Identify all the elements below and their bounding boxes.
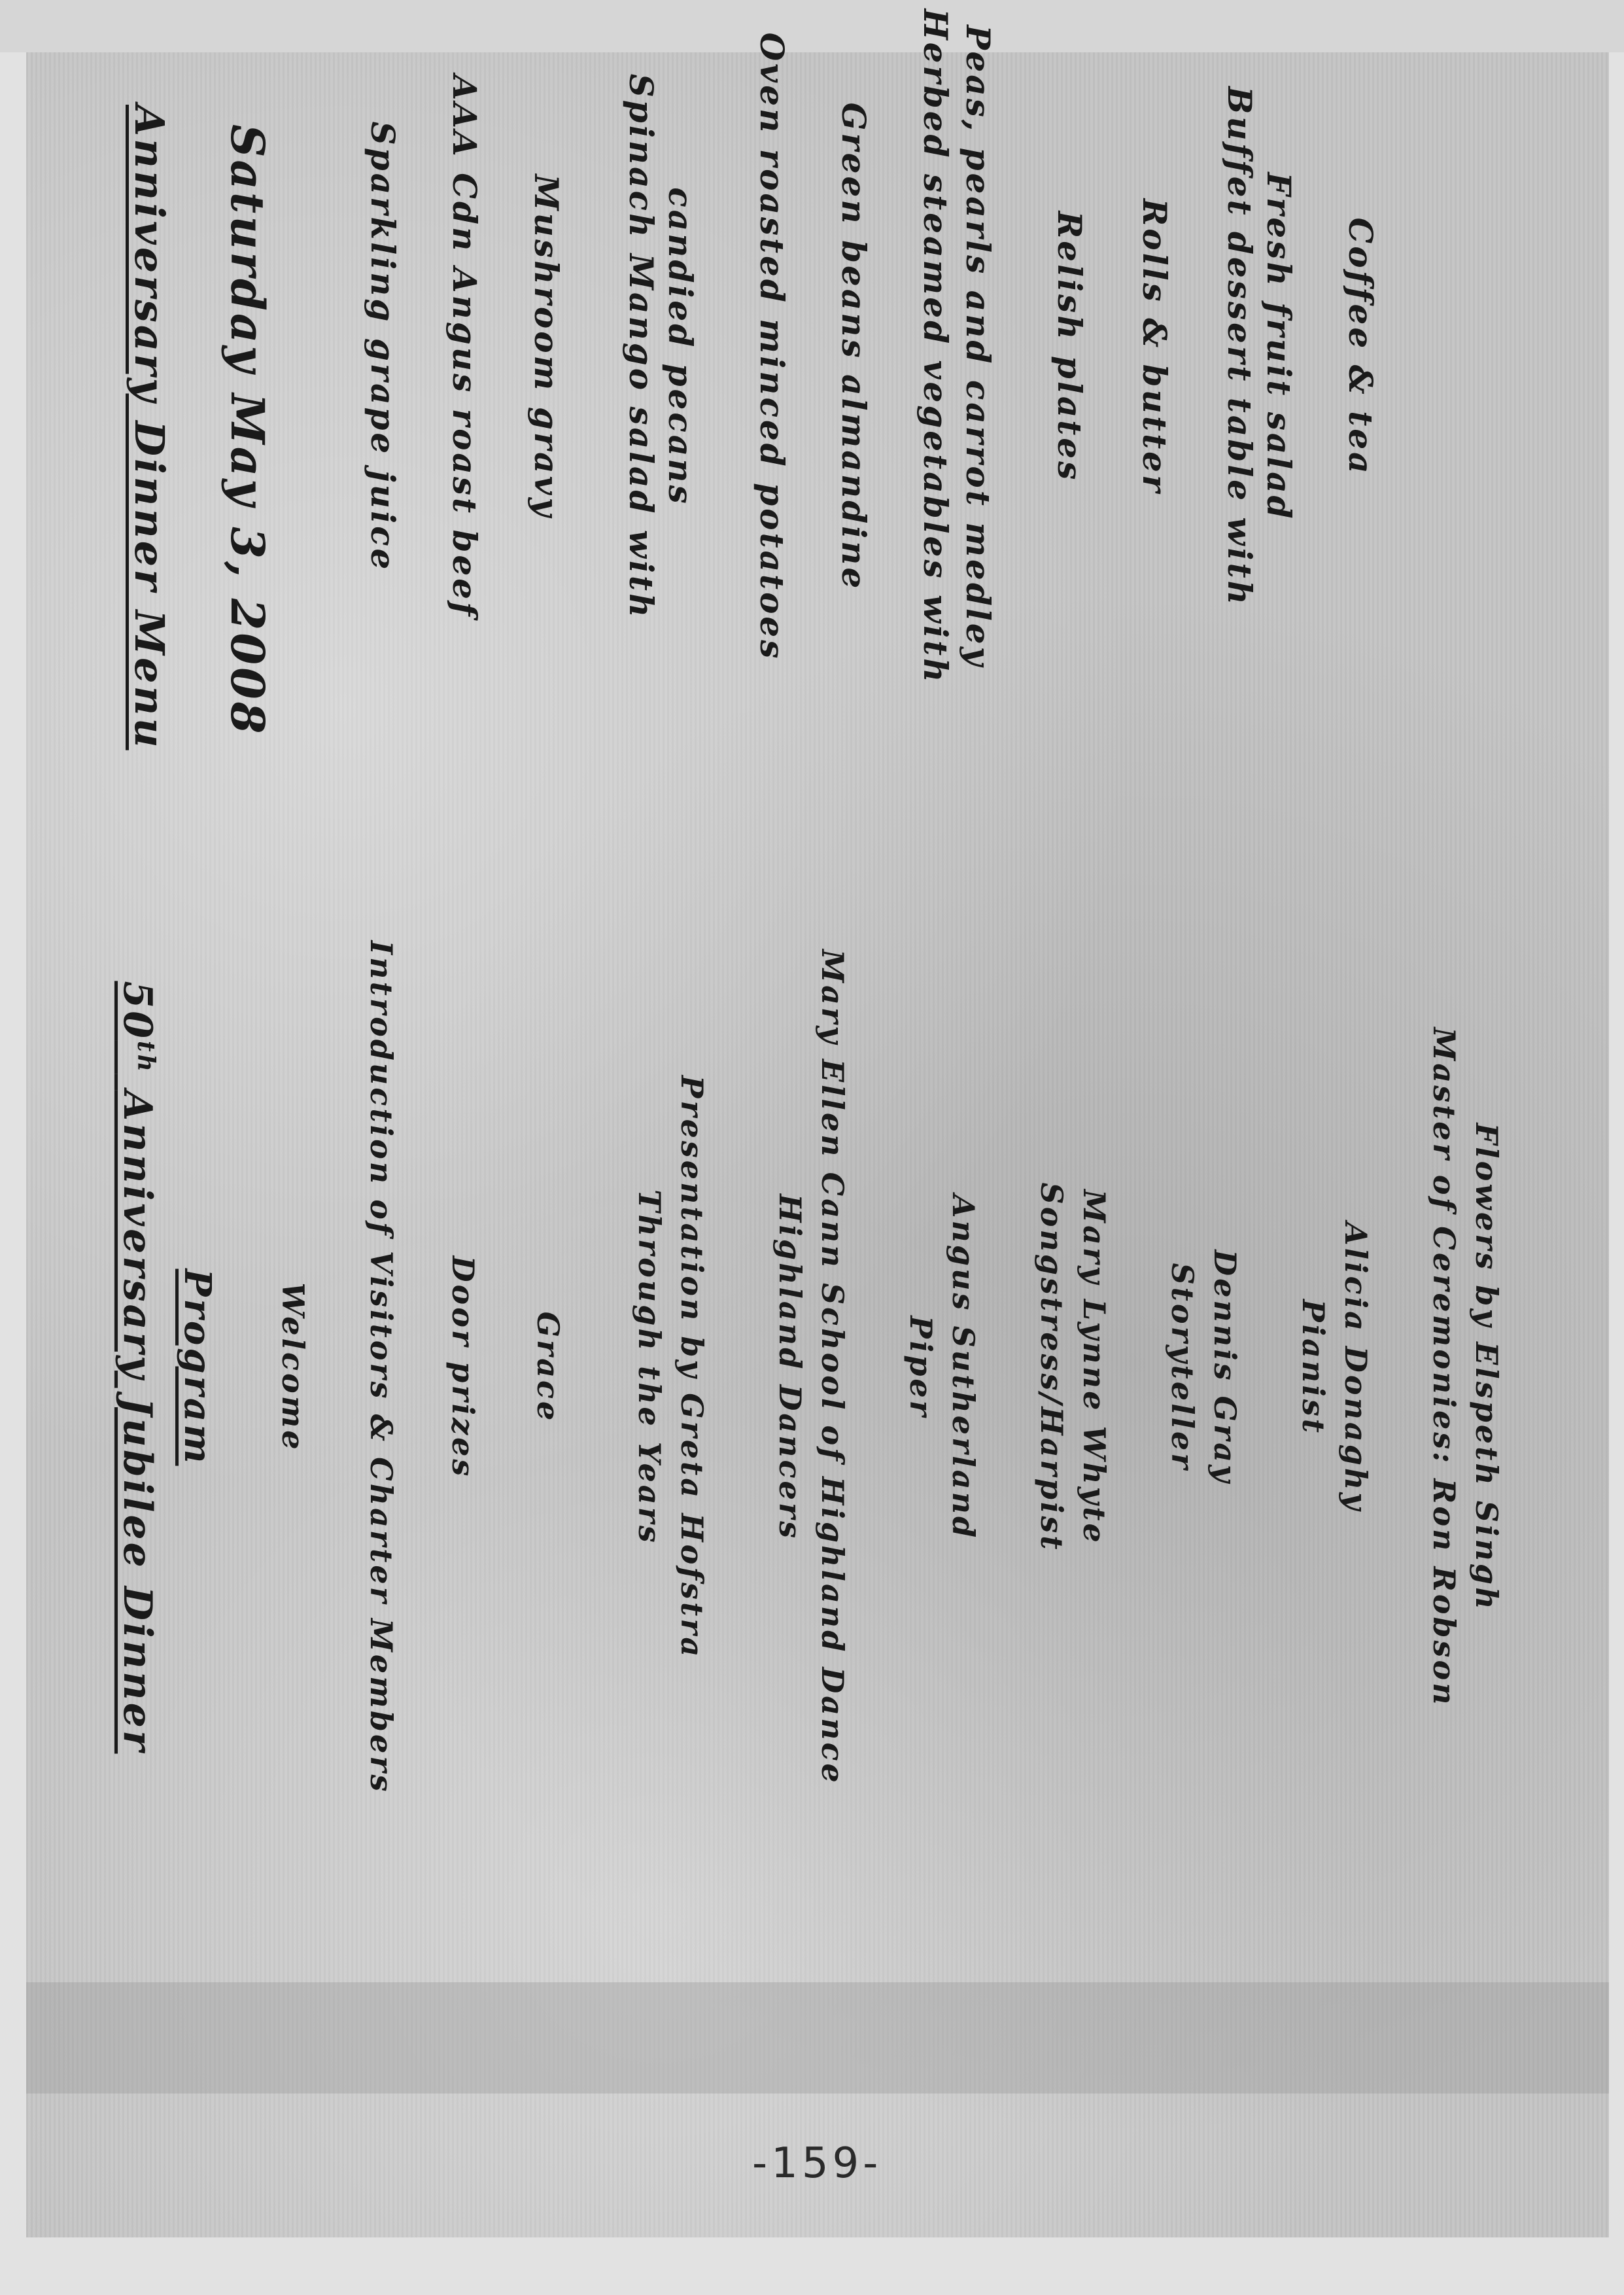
program-line: Presentation by Greta Hofstra — [674, 1075, 710, 1660]
menu-item: Mushroom gravy — [527, 174, 566, 519]
menu-item: Buffet dessert table with — [1220, 86, 1259, 607]
program-line: Piper — [903, 1316, 939, 1419]
program-line: Master of Ceremonies: Ron Robson — [1426, 1027, 1462, 1708]
program-line: Highland Dancers — [772, 1194, 808, 1541]
menu-item: Herbed steamed vegetables with — [916, 9, 955, 685]
menu-item: AAA Cdn Angus roast beef — [445, 75, 484, 619]
program-title-text: Anniversary Jubilee Dinner — [114, 1090, 160, 1754]
program-line: Grace — [530, 1311, 566, 1424]
menu-item: Rolls & butter — [1135, 198, 1174, 495]
program-title — [114, 981, 160, 1753]
scan-top-margin — [0, 0, 1624, 52]
program-subtitle: Program — [176, 1269, 219, 1466]
program-line: Door prizes — [445, 1255, 481, 1479]
menu-item: candied pecans — [661, 187, 700, 506]
program-line: Through the Years — [632, 1189, 667, 1545]
menu-title: Anniversary Dinner Menu — [126, 105, 173, 750]
program-title-ordinal: th — [132, 1040, 160, 1074]
program-line: Angus Sutherland — [946, 1194, 981, 1541]
program-line: Introduction of Visitors & Charter Members — [364, 940, 399, 1795]
program-line: Songstress/Harpist — [1034, 1182, 1069, 1552]
page-number: -159- — [752, 2139, 882, 2188]
menu-item: Peas, pearls and carrot medley — [959, 25, 997, 669]
program-line: Welcome — [275, 1282, 311, 1452]
program-line: Alicia Donaghy — [1338, 1221, 1373, 1513]
rotated-program-sheet — [39, 9, 1609, 2211]
menu-item: Fresh fruit salad — [1260, 172, 1298, 521]
menu-item: Oven roasted minced potatoes — [753, 32, 791, 661]
program-title-number: 50 — [114, 981, 160, 1041]
menu-item: Relish plates — [1050, 211, 1089, 483]
menu-date: Saturday May 3, 2008 — [220, 124, 275, 737]
menu-item: Sparkling grape juice — [364, 121, 402, 572]
program-line: Mary Ellen Cann School of Highland Dance — [815, 949, 850, 1785]
program-line: Flowers by Elspeth Singh — [1469, 1123, 1504, 1612]
program-line: Storyteller — [1165, 1263, 1200, 1472]
program-line: Dennis Gray — [1207, 1250, 1243, 1485]
menu-item: Spinach Mango salad with — [622, 73, 661, 620]
menu-item: Coffee & tea — [1341, 217, 1380, 476]
menu-item: Green beans almandine — [835, 102, 873, 591]
program-line: Mary Lynne Whyte — [1077, 1189, 1112, 1545]
program-line: Pianist — [1296, 1299, 1331, 1435]
